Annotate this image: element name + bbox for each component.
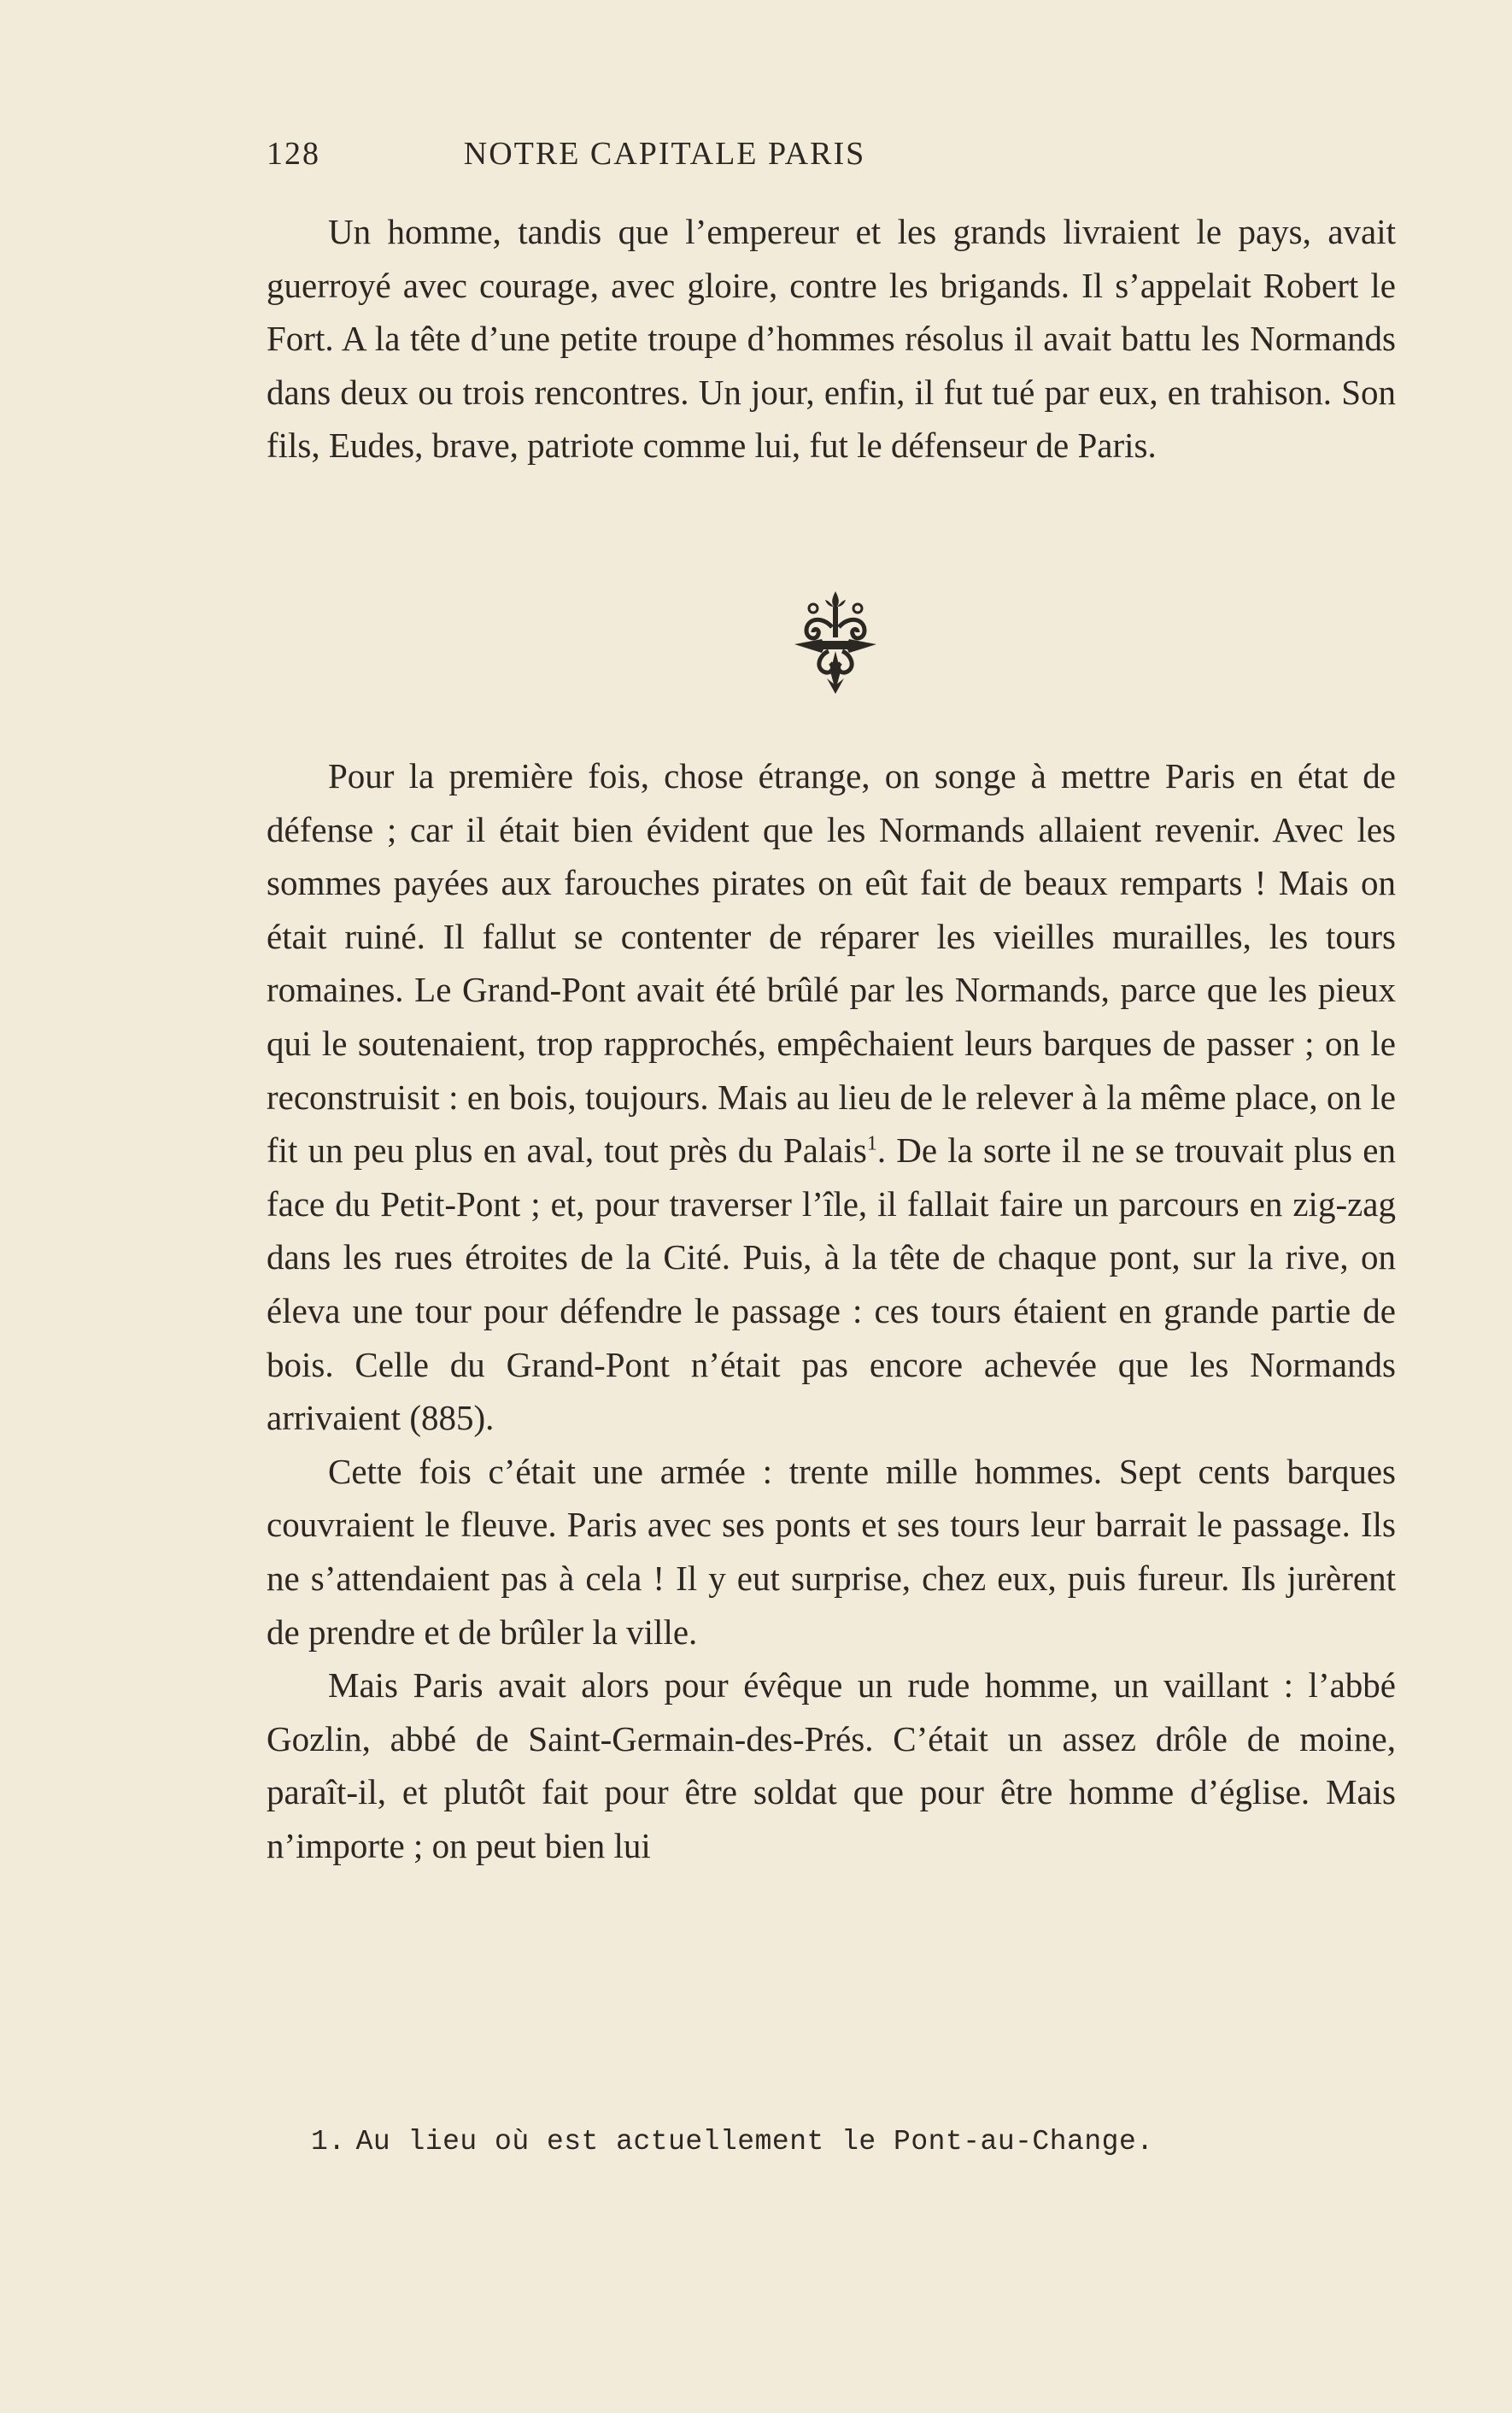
page-header <box>267 135 1063 179</box>
running-title: NOTRE CAPITALE PARIS <box>463 136 866 172</box>
footnote <box>311 2126 1154 2158</box>
fleur-de-lis-ornament-icon <box>788 590 883 694</box>
paragraph: Un homme, tandis que l’empereur et les grands livraient le pays, avait guerroyé avec courage, avec gloire, contre les brigands. Il s’appelait Robert le Fort. A la tête d’une petite troupe d’hommes résolus il avait battu les Normands dans deux ou trois rencontres. Un jour, enfin, il fut tué par eux, en trahison. Son fils, Eudes, brave, patriote comme lui, fut le défenseur de Paris. <box>267 212 1396 466</box>
paragraph-text: . De la sorte il ne se trouvait plus en face du Petit-Pont ; et, pour traverser l’île, il fallait faire un parcours en zig-zag dans les rues étroites de la Cité. Puis, à la tête de chaque pont, sur la rive, on éleva une tour pour défendre le passage : ces tours étaient en grande partie de bois. Celle du Grand-Pont n’était pas encore achevée que les Normands arrivaient (885). <box>267 1130 1396 1438</box>
section-1-text <box>267 205 1396 473</box>
paragraph: Cette fois c’était une armée : trente mille hommes. Sept cents barques couvraient le fleuve. Paris avec ses ponts et ses tours leur barrait le passage. Ils ne s’attendaient pas à cela ! Il y eut surprise, chez eux, puis fureur. Ils jurèrent de prendre et de brûler la ville. <box>267 1451 1396 1652</box>
footnote-text: Au lieu où est actuellement le Pont-au-Change. <box>355 2126 1154 2158</box>
page-number: 128 <box>267 136 320 172</box>
paragraph-text: Pour la première fois, chose étrange, on songe à mettre Paris en état de défense ; car il était bien évident que les Normands allaient revenir. Avec les sommes payées aux farouches pirates on eût fait de beaux remparts ! Mais on était ruiné. Il fallut se contenter de réparer les vieilles murailles, les tours romaines. Le Grand-Pont avait été brûlé par les Normands, parce que les pieux qui le soutenaient, trop rapprochés, empêchaient leurs barques de passer ; on le reconstruisit : en bois, toujours. Mais au lieu de le relever à la même place, on le fit un peu plus en aval, tout près du Palais <box>267 756 1396 1171</box>
paragraph: Mais Paris avait alors pour évêque un rude homme, un vaillant : l’abbé Gozlin, abbé de Saint-Germain-des-Prés. C’était un assez drôle de moine, paraît-il, et plutôt fait pour être soldat que pour être homme d’église. Mais n’importe ; on peut bien lui <box>267 1665 1396 1865</box>
footnote-reference[interactable]: 1 <box>866 1132 877 1155</box>
footnote-marker: 1. <box>311 2126 346 2158</box>
paragraph <box>267 749 1396 1445</box>
section-2-text <box>267 749 1396 1872</box>
